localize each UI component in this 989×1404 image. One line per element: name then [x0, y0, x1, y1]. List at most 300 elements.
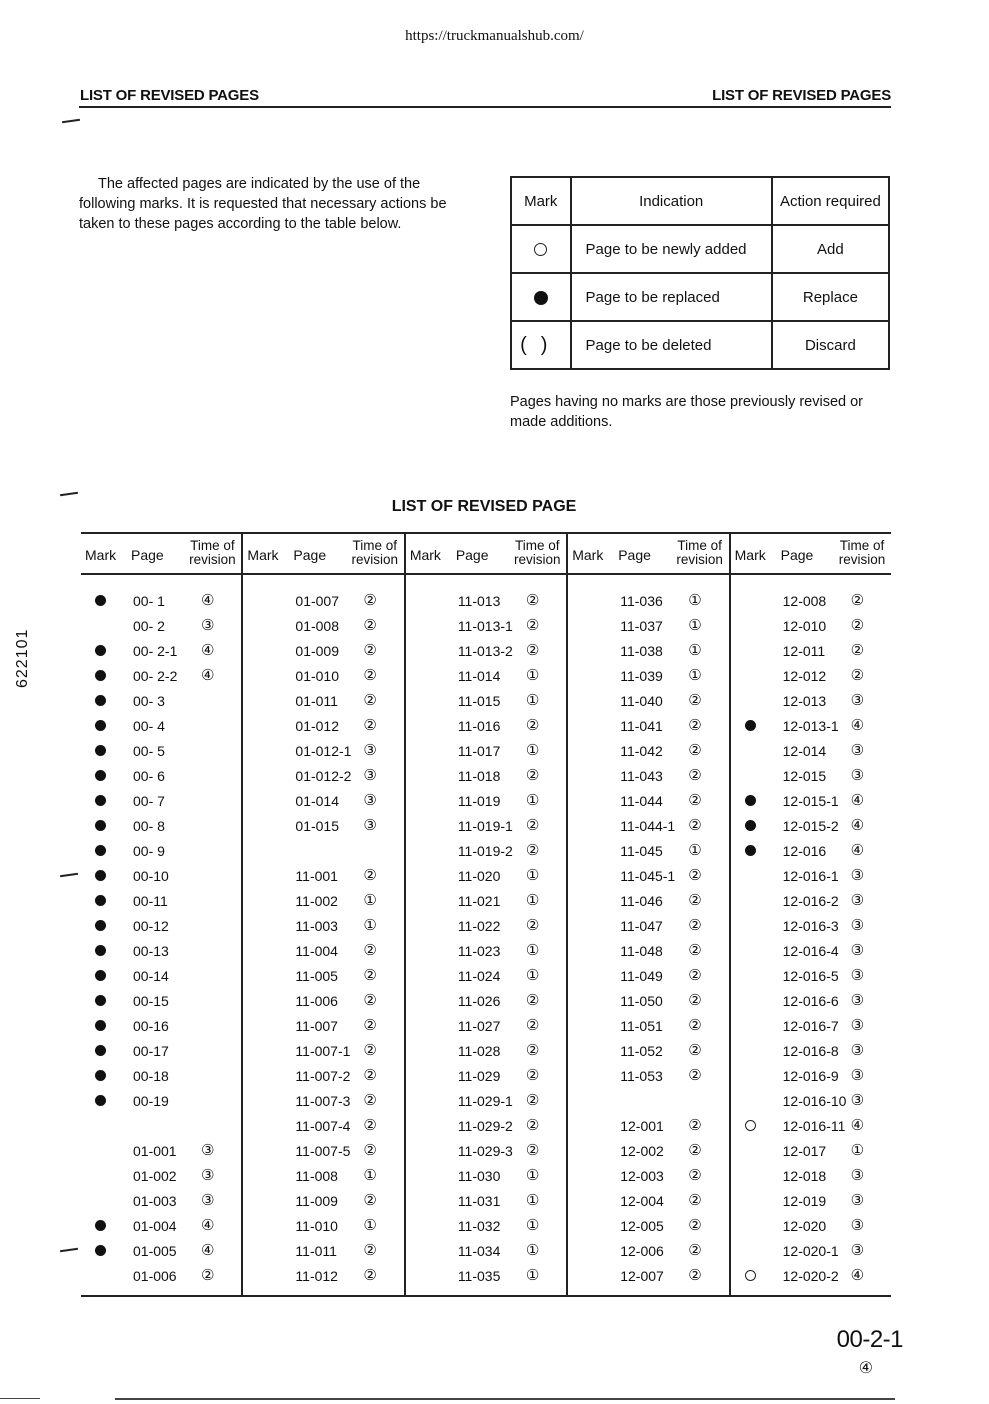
- page-id: 11-019-1: [457, 818, 513, 834]
- revision-number: ②: [688, 892, 702, 909]
- revision-number: ③: [363, 742, 377, 759]
- revision-number: ②: [688, 1267, 702, 1284]
- page-id: 01-012: [295, 718, 339, 734]
- page-id: 11-020: [457, 868, 501, 884]
- revision-number: ①: [688, 667, 702, 684]
- col-header-time-of-revision: [833, 539, 891, 567]
- list-row: [243, 689, 403, 714]
- page-id: 12-016-11: [782, 1118, 846, 1134]
- page-id: 12-012: [782, 668, 827, 684]
- revision-number: ③: [850, 917, 865, 934]
- revision-number: ②: [850, 642, 865, 659]
- revision-number: ④: [850, 842, 865, 859]
- page-id: 12-015-2: [782, 818, 839, 834]
- revision-tick-mark: [60, 492, 78, 496]
- list-header-row: [81, 534, 241, 575]
- revision-number: ①: [525, 967, 540, 984]
- list-row: [731, 1139, 891, 1164]
- list-row: [81, 939, 241, 964]
- page-id: 11-039: [620, 668, 663, 684]
- list-row: [243, 1089, 403, 1114]
- page-id: 12-004: [620, 1193, 664, 1209]
- list-row: [243, 939, 403, 964]
- list-row: [731, 864, 891, 889]
- revision-number: ②: [525, 842, 540, 859]
- page-id: 01-012-2: [295, 768, 352, 784]
- marks-action-cell: Replace: [772, 273, 889, 321]
- page-id: 11-007-4: [295, 1118, 351, 1134]
- list-row: [243, 1264, 403, 1289]
- list-row: [243, 714, 403, 739]
- revision-number: ②: [688, 1142, 702, 1159]
- page-id: 11-008: [295, 1168, 338, 1184]
- page-id: 12-018: [782, 1168, 827, 1184]
- no-mark-note: Pages having no marks are those previously revised or made additions.: [510, 394, 864, 430]
- revision-number: ④: [850, 817, 865, 834]
- list-row: [406, 1089, 566, 1114]
- col-header-page: Page: [293, 547, 327, 563]
- page-id: 00- 2-1: [133, 643, 178, 659]
- page-id: 01-006: [133, 1268, 177, 1284]
- revision-number: ③: [850, 1067, 865, 1084]
- replaced-dot-icon: [95, 870, 106, 881]
- revision-number: ②: [525, 642, 540, 659]
- page-id: 11-028: [457, 1043, 501, 1059]
- revision-number: ①: [525, 867, 540, 884]
- page-id: 11-044-1: [620, 818, 676, 834]
- page-id: 00-16: [133, 1018, 169, 1034]
- revision-number: ①: [688, 617, 702, 634]
- list-row: [81, 689, 241, 714]
- list-row: [731, 1239, 891, 1264]
- list-row: [243, 989, 403, 1014]
- list-row: [568, 614, 728, 639]
- list-row: [568, 689, 728, 714]
- col-header-page: Page: [618, 547, 651, 563]
- marks-action-cell: Add: [772, 225, 889, 273]
- col-header-time-of-revision: [346, 539, 404, 567]
- revision-tick-mark: [62, 119, 80, 123]
- page-id: 12-016-6: [782, 993, 839, 1009]
- revision-number: ③: [850, 1217, 865, 1234]
- page-id: 00- 6: [133, 768, 165, 784]
- list-row: [81, 1064, 241, 1089]
- list-row: [243, 1114, 403, 1139]
- revision-number: ②: [688, 1192, 702, 1209]
- revision-number: ③: [363, 792, 377, 809]
- page-id: 11-013-1: [457, 618, 513, 634]
- list-row: [731, 614, 891, 639]
- page-id: 11-024: [457, 968, 501, 984]
- revision-number: ②: [688, 942, 702, 959]
- list-row: [731, 839, 891, 864]
- list-row: [568, 714, 728, 739]
- list-row: [406, 1189, 566, 1214]
- revision-number: ②: [363, 867, 377, 884]
- col-header-time-line2: revision: [513, 552, 561, 567]
- revision-number: ①: [525, 667, 540, 684]
- list-row: [406, 1064, 566, 1089]
- revision-number: ②: [525, 992, 540, 1009]
- revision-number: ①: [525, 892, 540, 909]
- revision-number: ②: [363, 592, 377, 609]
- list-row: [406, 689, 566, 714]
- page-id: 12-016-4: [782, 943, 839, 959]
- col-header-time-line2: revision: [351, 552, 399, 567]
- list-row: [568, 1014, 728, 1039]
- list-row: [731, 1089, 891, 1114]
- marks-symbol-cell: [511, 225, 571, 273]
- marks-row-add: [511, 225, 889, 273]
- list-row: [406, 664, 566, 689]
- replaced-dot-icon: [95, 995, 106, 1006]
- list-row: [81, 664, 241, 689]
- list-row: [243, 864, 403, 889]
- header-left-title: LIST OF REVISED PAGES: [80, 87, 259, 104]
- list-row: [731, 1064, 891, 1089]
- revision-number: ③: [363, 767, 377, 784]
- list-row: [731, 1264, 891, 1289]
- revision-number: ②: [525, 1017, 540, 1034]
- revision-number: ③: [201, 1142, 215, 1159]
- list-row: [81, 839, 241, 864]
- revision-number: ③: [850, 692, 865, 709]
- list-row: [243, 1164, 403, 1189]
- col-header-time-of-revision: [508, 539, 566, 567]
- page-id: 12-019: [782, 1193, 827, 1209]
- revision-number: ②: [363, 1042, 377, 1059]
- revision-number: ②: [363, 967, 377, 984]
- source-url: https://truckmanualshub.com/: [405, 28, 584, 44]
- page-id: 11-052: [620, 1043, 663, 1059]
- list-row: [243, 914, 403, 939]
- revision-number: ③: [850, 742, 865, 759]
- revision-number: ①: [525, 1167, 540, 1184]
- list-row: [81, 1014, 241, 1039]
- page-id: 12-003: [620, 1168, 664, 1184]
- revision-number: ②: [688, 1242, 702, 1259]
- page-id: 11-007-2: [295, 1068, 351, 1084]
- list-row: [568, 864, 728, 889]
- page-id: 00-15: [133, 993, 169, 1009]
- revision-number: ③: [850, 767, 865, 784]
- revision-number: ③: [201, 1167, 215, 1184]
- list-row: [243, 614, 403, 639]
- revision-number: ②: [688, 1167, 702, 1184]
- list-row: [243, 889, 403, 914]
- revision-number: ④: [201, 592, 215, 609]
- list-row: [731, 889, 891, 914]
- list-row: [81, 739, 241, 764]
- list-row: [731, 1214, 891, 1239]
- page-id: 12-011: [782, 643, 826, 659]
- revision-number: ④: [850, 1267, 865, 1284]
- page-id: 12-002: [620, 1143, 664, 1159]
- list-row: [568, 939, 728, 964]
- list-row: [81, 614, 241, 639]
- page-id: 11-032: [457, 1218, 501, 1234]
- page-id: 00-10: [133, 868, 169, 884]
- list-row: [243, 589, 403, 614]
- list-row: [81, 989, 241, 1014]
- footer-rule: [0, 1398, 40, 1399]
- list-row: [568, 914, 728, 939]
- col-header-page: Page: [455, 547, 489, 563]
- list-row: [568, 1214, 728, 1239]
- page-id: 01-003: [133, 1193, 177, 1209]
- page-id: 11-050: [620, 993, 663, 1009]
- replaced-dot-icon: [95, 895, 106, 906]
- list-row: [243, 814, 403, 839]
- page-id: 00-19: [133, 1093, 169, 1109]
- revision-number: ②: [850, 617, 865, 634]
- page-id: 00- 3: [133, 693, 165, 709]
- list-title: LIST OF REVISED PAGE: [391, 498, 577, 515]
- revision-number: ①: [525, 1217, 540, 1234]
- revision-number: ②: [525, 592, 540, 609]
- col-header-time-line2: revision: [676, 552, 723, 567]
- marks-header-mark: Mark: [511, 177, 571, 225]
- list-row: [568, 739, 728, 764]
- page-id: 11-007: [295, 1018, 338, 1034]
- page-id: 11-015: [457, 693, 501, 709]
- col-header-time-of-revision: [183, 539, 241, 567]
- list-row: [243, 739, 403, 764]
- page-id: 01-001: [133, 1143, 177, 1159]
- revision-number: ④: [201, 1217, 215, 1234]
- replaced-dot-icon: [95, 770, 106, 781]
- revision-number: ①: [688, 592, 702, 609]
- page-id: 12-005: [620, 1218, 664, 1234]
- revision-number: ④: [201, 1242, 215, 1259]
- replaced-dot-icon: [745, 795, 756, 806]
- page-id: 11-006: [295, 993, 338, 1009]
- revision-number: ①: [363, 1167, 377, 1184]
- list-row: [243, 1064, 403, 1089]
- replaced-dot-icon: [95, 945, 106, 956]
- page-id: 11-017: [457, 743, 501, 759]
- list-row: [243, 639, 403, 664]
- revision-number: ①: [525, 1242, 540, 1259]
- list-row: [406, 814, 566, 839]
- open-circle-icon: [534, 243, 547, 256]
- page-id: 11-029-3: [457, 1143, 513, 1159]
- page-id: 01-015: [295, 818, 339, 834]
- page-id: 00- 4: [133, 718, 165, 734]
- replaced-dot-icon: [95, 1245, 106, 1256]
- revision-number: ②: [363, 642, 377, 659]
- revision-number: ①: [525, 692, 540, 709]
- revision-number: ③: [850, 1242, 865, 1259]
- list-row: [568, 664, 728, 689]
- page-id: 12-010: [782, 618, 827, 634]
- list-row: [568, 1164, 728, 1189]
- list-row: [243, 664, 403, 689]
- revision-number: ④: [850, 792, 865, 809]
- page-id: 11-001: [295, 868, 338, 884]
- list-row: [406, 914, 566, 939]
- col-header-time-of-revision: [671, 539, 729, 567]
- side-document-code: [14, 629, 32, 688]
- page-id: 11-047: [620, 918, 663, 934]
- revision-number: ②: [363, 667, 377, 684]
- revision-number: ②: [363, 992, 377, 1009]
- list-block-3: [404, 534, 566, 1295]
- page-id: 11-026: [457, 993, 501, 1009]
- list-row: [568, 964, 728, 989]
- list-row: [406, 939, 566, 964]
- page-id: 11-049: [620, 968, 663, 984]
- list-row: [731, 814, 891, 839]
- page-id: 11-019-2: [457, 843, 513, 859]
- replaced-dot-icon: [95, 1070, 106, 1081]
- revision-number: ②: [525, 1117, 540, 1134]
- page-id: 11-022: [457, 918, 501, 934]
- page-id: 11-035: [457, 1268, 501, 1284]
- list-row: [731, 739, 891, 764]
- revision-number: ③: [850, 942, 865, 959]
- revision-number: ②: [363, 1242, 377, 1259]
- page-id: 11-034: [457, 1243, 501, 1259]
- page-id: 11-051: [620, 1018, 663, 1034]
- list-row: [243, 764, 403, 789]
- list-row: [81, 1039, 241, 1064]
- list-row: [81, 1264, 241, 1289]
- page-id: 11-007-3: [295, 1093, 351, 1109]
- col-header-mark: Mark: [247, 547, 279, 563]
- page-id: 12-001: [620, 1118, 664, 1134]
- list-row: [406, 639, 566, 664]
- list-row: [731, 789, 891, 814]
- col-header-page: Page: [780, 547, 814, 563]
- revision-number: ②: [363, 1192, 377, 1209]
- revision-number: ①: [850, 1142, 865, 1159]
- page-id: 11-045-1: [620, 868, 676, 884]
- revision-number: ②: [525, 817, 540, 834]
- list-row: [81, 1089, 241, 1114]
- col-header-mark: Mark: [734, 547, 766, 563]
- revision-number: ②: [363, 1067, 377, 1084]
- page-id: 12-015-1: [782, 793, 839, 809]
- revision-number: ③: [201, 617, 215, 634]
- list-block-2: [241, 534, 403, 1295]
- page-id: 12-016-3: [782, 918, 839, 934]
- list-row: [406, 1239, 566, 1264]
- list-row: [406, 714, 566, 739]
- page-id: 01-012-1: [295, 743, 352, 759]
- page-id: 11-031: [457, 1193, 501, 1209]
- marks-row-discard: [511, 321, 889, 369]
- page-id: 11-005: [295, 968, 338, 984]
- page-id: 00- 5: [133, 743, 165, 759]
- replaced-dot-icon: [95, 1220, 106, 1231]
- added-circle-icon: [745, 1120, 756, 1131]
- list-row: [406, 1139, 566, 1164]
- col-header-time-line1: Time of: [677, 538, 722, 553]
- revision-number: ③: [850, 1017, 865, 1034]
- page-id: 11-029-1: [457, 1093, 513, 1109]
- revision-number: ②: [525, 1067, 540, 1084]
- page-id: 11-013: [457, 593, 501, 609]
- page-id: 11-011: [295, 1243, 337, 1259]
- replaced-dot-icon: [95, 1020, 106, 1031]
- page-id: 11-021: [457, 893, 501, 909]
- revision-number: ③: [850, 1042, 865, 1059]
- page-id: 00- 8: [133, 818, 165, 834]
- page-id: 00-13: [133, 943, 169, 959]
- list-row: [406, 989, 566, 1014]
- list-row: [568, 1039, 728, 1064]
- replaced-dot-icon: [95, 745, 106, 756]
- list-row: [568, 764, 728, 789]
- revision-number: ③: [850, 1192, 865, 1209]
- page-id: 00-17: [133, 1043, 169, 1059]
- list-row: [731, 1014, 891, 1039]
- col-header-time-line1: Time of: [839, 538, 885, 553]
- page-number: 00-2-1: [836, 1326, 903, 1353]
- col-header-mark: Mark: [572, 547, 604, 563]
- marks-action-cell: Discard: [772, 321, 889, 369]
- page-id: 11-053: [620, 1068, 663, 1084]
- revision-number: ②: [525, 717, 540, 734]
- revision-number: ②: [688, 1042, 702, 1059]
- revision-number: ②: [525, 767, 540, 784]
- revision-number: ②: [688, 917, 702, 934]
- replaced-dot-icon: [95, 720, 106, 731]
- page-id: 12-020: [782, 1218, 827, 1234]
- revision-number: ③: [850, 867, 865, 884]
- list-block-5: [729, 534, 891, 1295]
- page-id: 11-007-5: [295, 1143, 351, 1159]
- list-row: [243, 1214, 403, 1239]
- revision-number: ②: [688, 1117, 702, 1134]
- revision-number: ④: [850, 717, 865, 734]
- page-id: 00- 2-2: [133, 668, 178, 684]
- list-row: [731, 689, 891, 714]
- list-row: [406, 614, 566, 639]
- list-row: [731, 764, 891, 789]
- page-id: 11-042: [620, 743, 663, 759]
- list-row: [81, 1239, 241, 1264]
- revision-number: ②: [850, 592, 865, 609]
- marks-indication-cell: Page to be deleted: [571, 321, 772, 369]
- page-id: 00-12: [133, 918, 169, 934]
- replaced-dot-icon: [745, 845, 756, 856]
- revision-number: ①: [688, 642, 702, 659]
- list-row: [568, 1189, 728, 1214]
- revision-number: ③: [850, 967, 865, 984]
- marks-indication-cell: Page to be newly added: [571, 225, 772, 273]
- page-id: 12-016-2: [782, 893, 839, 909]
- parentheses-icon: (): [520, 333, 562, 356]
- list-row: [81, 714, 241, 739]
- col-header-time-line1: Time of: [514, 538, 560, 553]
- list-row: [81, 1139, 241, 1164]
- list-row: [568, 1139, 728, 1164]
- page-id: 01-004: [133, 1218, 177, 1234]
- list-row: [243, 1014, 403, 1039]
- replaced-dot-icon: [95, 670, 106, 681]
- revision-number: ①: [688, 842, 702, 859]
- list-row: [243, 1039, 403, 1064]
- intro-paragraph: The affected pages are indicated by the use of the following marks. It is requested that necessary actions be taken to these pages according to the table below.: [79, 176, 447, 232]
- revision-number: ②: [363, 1267, 377, 1284]
- revision-number: ②: [363, 617, 377, 634]
- page-id: 11-043: [620, 768, 663, 784]
- page-id: 11-044: [620, 793, 663, 809]
- list-row: [731, 1189, 891, 1214]
- list-row: [568, 889, 728, 914]
